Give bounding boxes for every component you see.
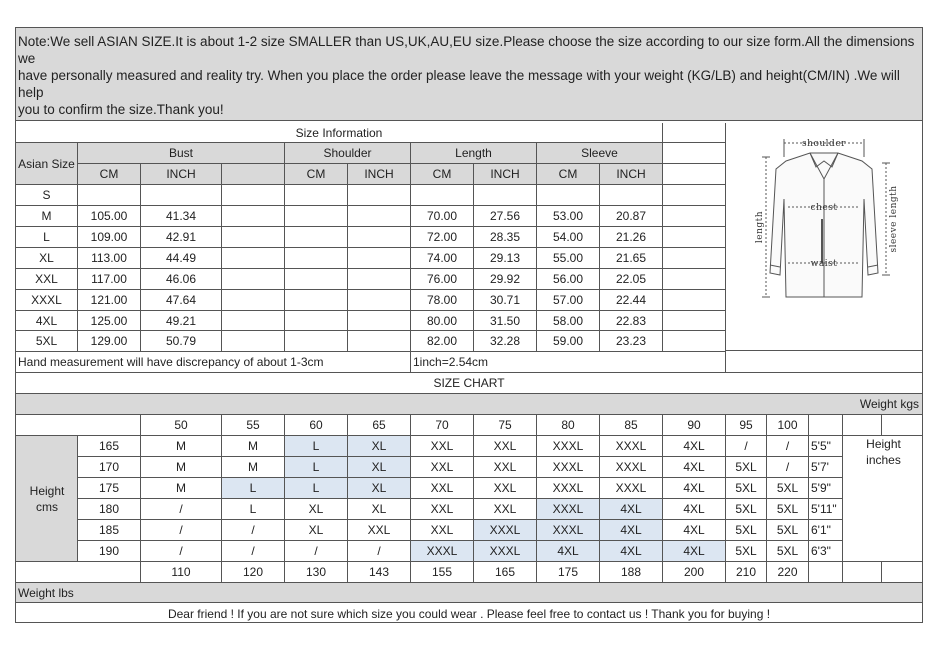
size-chart-cell: 5XL (767, 541, 809, 562)
size-chart-cell: XL (285, 520, 348, 541)
empty-cell (285, 290, 348, 311)
size-chart-cell: XL (348, 478, 411, 499)
size-chart-cell: L (285, 436, 348, 457)
size-label: M (16, 206, 78, 227)
height-inches-label-line-1: Height (866, 437, 901, 451)
group-header: Length (411, 143, 537, 164)
kg-value: 100 (767, 415, 809, 436)
size-value: 80.00 (411, 311, 474, 331)
empty-cell (16, 562, 141, 583)
size-info-title: Size Information (16, 123, 663, 143)
size-label: L (16, 227, 78, 248)
size-chart-cell: XXXL (537, 478, 600, 499)
size-value: 78.00 (411, 290, 474, 311)
size-value: 46.06 (141, 269, 222, 290)
size-chart-cell: / (222, 541, 285, 562)
size-value: 28.35 (474, 227, 537, 248)
size-chart-cell: XXL (474, 436, 537, 457)
size-chart-cell: XXL (411, 499, 474, 520)
unit-header: CM (411, 164, 474, 185)
empty-cell (663, 331, 726, 352)
height-inches-label-line-2: inches (866, 453, 901, 467)
empty-cell (809, 415, 843, 436)
lbs-value: 165 (474, 562, 537, 583)
measurement-footnote: Hand measurement will have discrepancy of about 1-3cm (16, 352, 411, 373)
size-sheet (15, 27, 923, 623)
size-value: 74.00 (411, 248, 474, 269)
size-chart-cell: XXXL (600, 478, 663, 499)
kg-value: 55 (222, 415, 285, 436)
empty-cell (843, 562, 882, 583)
empty-cell (285, 227, 348, 248)
lbs-value: 188 (600, 562, 663, 583)
empty-cell (726, 352, 922, 373)
kg-value: 80 (537, 415, 600, 436)
size-value: 70.00 (411, 206, 474, 227)
empty-cell (222, 331, 285, 352)
empty-cell (348, 311, 411, 331)
size-value: 27.56 (474, 206, 537, 227)
size-chart-cell: L (222, 499, 285, 520)
size-chart-cell: / (726, 436, 767, 457)
size-value (474, 185, 537, 206)
lbs-value: 220 (767, 562, 809, 583)
size-chart-cell: 4XL (663, 436, 726, 457)
size-value (600, 185, 663, 206)
size-value: 76.00 (411, 269, 474, 290)
lbs-value: 200 (663, 562, 726, 583)
empty-cell (663, 164, 726, 185)
unit-header: INCH (141, 164, 222, 185)
unit-header: INCH (474, 164, 537, 185)
height-inches-label (843, 436, 922, 562)
empty-cell (882, 562, 922, 583)
size-chart-cell: 5XL (726, 457, 767, 478)
empty-cell (348, 269, 411, 290)
size-value: 21.26 (600, 227, 663, 248)
size-chart-cell: L (285, 478, 348, 499)
lbs-value: 175 (537, 562, 600, 583)
size-value: 20.87 (600, 206, 663, 227)
height-inch-value: 5'9" (809, 478, 843, 499)
unit-header: INCH (600, 164, 663, 185)
size-value (141, 185, 222, 206)
size-chart-cell: XXL (474, 499, 537, 520)
size-value: 47.64 (141, 290, 222, 311)
size-chart-cell: 5XL (726, 499, 767, 520)
note-line-3: have personally measured and reality try. When you place the order please leave the message with your weight (KG/LB) and height(CM/IN) .We will (18, 68, 900, 83)
size-chart-cell: XXXL (537, 436, 600, 457)
size-value: 29.92 (474, 269, 537, 290)
empty-cell (222, 290, 285, 311)
size-chart-cell: / (348, 541, 411, 562)
kg-value: 85 (600, 415, 663, 436)
size-chart-cell: 4XL (663, 520, 726, 541)
size-value: 125.00 (78, 311, 141, 331)
lbs-value: 155 (411, 562, 474, 583)
empty-cell (663, 269, 726, 290)
size-value: 58.00 (537, 311, 600, 331)
size-chart-cell: XXL (411, 520, 474, 541)
unit-header: CM (285, 164, 348, 185)
size-label: 5XL (16, 331, 78, 352)
height-cm-value: 165 (78, 436, 141, 457)
weight-kgs-label: Weight kgs (16, 394, 922, 415)
size-value: 23.23 (600, 331, 663, 352)
size-value: 113.00 (78, 248, 141, 269)
height-inch-value: 6'1" (809, 520, 843, 541)
empty-cell (285, 269, 348, 290)
size-value: 21.65 (600, 248, 663, 269)
empty-cell (663, 206, 726, 227)
size-chart-cell: 4XL (663, 499, 726, 520)
lbs-value: 120 (222, 562, 285, 583)
note-line-4: help (18, 85, 44, 100)
size-chart-cell: XXXL (537, 520, 600, 541)
size-value: 29.13 (474, 248, 537, 269)
size-note (16, 28, 922, 121)
group-header: Shoulder (285, 143, 411, 164)
size-value: 109.00 (78, 227, 141, 248)
size-chart-cell: 4XL (663, 541, 726, 562)
empty-cell (663, 185, 726, 206)
size-value: 49.21 (141, 311, 222, 331)
size-chart-cell: M (141, 436, 222, 457)
empty-cell (222, 311, 285, 331)
size-chart-cell: L (222, 478, 285, 499)
kg-value: 70 (411, 415, 474, 436)
empty-cell (222, 248, 285, 269)
empty-cell (663, 311, 726, 331)
empty-cell (222, 164, 285, 185)
height-cm-value: 190 (78, 541, 141, 562)
size-value: 72.00 (411, 227, 474, 248)
group-header: Bust (78, 143, 285, 164)
size-chart-cell: XXL (348, 520, 411, 541)
size-chart-cell: XXL (411, 478, 474, 499)
size-chart-cell: 5XL (767, 499, 809, 520)
size-chart-cell: 4XL (537, 541, 600, 562)
size-chart-cell: / (767, 436, 809, 457)
size-chart-cell: M (222, 436, 285, 457)
size-value: 50.79 (141, 331, 222, 352)
shirt-illustration (726, 123, 922, 351)
size-value: 117.00 (78, 269, 141, 290)
empty-cell (285, 206, 348, 227)
empty-cell (285, 311, 348, 331)
size-value: 59.00 (537, 331, 600, 352)
size-chart-cell: XXXL (600, 457, 663, 478)
kg-value: 90 (663, 415, 726, 436)
lbs-value: 130 (285, 562, 348, 583)
size-value (411, 185, 474, 206)
size-value: 129.00 (78, 331, 141, 352)
empty-cell (285, 248, 348, 269)
size-chart-cell: XL (348, 499, 411, 520)
size-value: 32.28 (474, 331, 537, 352)
group-header: Sleeve (537, 143, 663, 164)
height-inch-value: 5'5" (809, 436, 843, 457)
height-cm-value: 170 (78, 457, 141, 478)
size-value: 41.34 (141, 206, 222, 227)
height-cms-label-line-2: cms (36, 500, 58, 514)
unit-header: INCH (348, 164, 411, 185)
size-chart-cell: 4XL (600, 541, 663, 562)
unit-header: CM (537, 164, 600, 185)
size-value: 22.05 (600, 269, 663, 290)
height-cms-label (16, 436, 78, 562)
kg-value: 75 (474, 415, 537, 436)
size-chart-cell: M (141, 457, 222, 478)
size-value: 53.00 (537, 206, 600, 227)
size-label: XXL (16, 269, 78, 290)
size-value: 30.71 (474, 290, 537, 311)
empty-cell (285, 185, 348, 206)
size-chart-cell: XXL (411, 436, 474, 457)
empty-cell (222, 227, 285, 248)
size-value: 31.50 (474, 311, 537, 331)
size-chart-cell: 4XL (663, 478, 726, 499)
size-value: 55.00 (537, 248, 600, 269)
size-chart-cell: M (222, 457, 285, 478)
size-chart-cell: 4XL (600, 499, 663, 520)
size-chart-cell: XL (285, 499, 348, 520)
empty-cell (348, 185, 411, 206)
empty-cell (663, 227, 726, 248)
empty-cell (348, 290, 411, 311)
contact-footer: Dear friend ! If you are not sure which size you could wear . Please feel free to contact us ! Thank you for buying ! (167, 606, 771, 621)
empty-cell (663, 123, 726, 143)
empty-cell (16, 415, 141, 436)
inch-conversion-note: 1inch=2.54cm (411, 352, 726, 373)
height-cm-value: 175 (78, 478, 141, 499)
size-chart-cell: XXXL (474, 520, 537, 541)
size-chart-cell: XXL (411, 457, 474, 478)
kg-value: 50 (141, 415, 222, 436)
note-line-2: we (18, 51, 36, 66)
size-label: XXXL (16, 290, 78, 311)
lbs-value: 210 (726, 562, 767, 583)
size-value: 56.00 (537, 269, 600, 290)
size-value: 44.49 (141, 248, 222, 269)
empty-cell (222, 185, 285, 206)
height-cm-value: 180 (78, 499, 141, 520)
size-chart-title: SIZE CHART (16, 373, 922, 394)
size-chart-cell: XXL (474, 457, 537, 478)
note-line-1: Note:We sell ASIAN SIZE.It is about 1-2 size SMALLER than US,UK,AU,EU size.Please choose the size according to our size form.All the dimensions (18, 34, 915, 49)
empty-cell (809, 562, 843, 583)
size-label: S (16, 185, 78, 206)
size-value: 42.91 (141, 227, 222, 248)
height-inch-value: 5'7' (809, 457, 843, 478)
size-value (78, 185, 141, 206)
waist-label: waist (810, 259, 838, 269)
height-inch-value: 5'11" (809, 499, 843, 520)
empty-cell (843, 415, 882, 436)
sleeve-length-label: sleeve length (889, 185, 899, 253)
size-chart-cell: / (767, 457, 809, 478)
note-line-5: you to confirm the size.Thank you! (18, 102, 224, 117)
size-value (537, 185, 600, 206)
empty-cell (285, 331, 348, 352)
size-chart-cell: 5XL (726, 520, 767, 541)
size-chart-cell: 4XL (600, 520, 663, 541)
kg-value: 65 (348, 415, 411, 436)
size-label: 4XL (16, 311, 78, 331)
size-value: 57.00 (537, 290, 600, 311)
lbs-value: 143 (348, 562, 411, 583)
asian-size-header: Asian Size (16, 143, 78, 185)
size-label: XL (16, 248, 78, 269)
size-chart-cell: XXXL (600, 436, 663, 457)
size-chart-cell: XL (348, 457, 411, 478)
empty-cell (882, 415, 922, 436)
size-chart-cell: XXL (474, 478, 537, 499)
empty-cell (348, 227, 411, 248)
size-chart-cell: L (285, 457, 348, 478)
length-label: length (755, 210, 765, 244)
size-value: 22.83 (600, 311, 663, 331)
size-value: 82.00 (411, 331, 474, 352)
size-chart-cell: XL (348, 436, 411, 457)
size-value: 121.00 (78, 290, 141, 311)
shoulder-label: shoulder (802, 139, 846, 149)
lbs-value: 110 (141, 562, 222, 583)
size-chart-cell: / (141, 499, 222, 520)
empty-cell (663, 248, 726, 269)
empty-cell (348, 248, 411, 269)
size-chart-cell: / (285, 541, 348, 562)
size-chart-cell: 5XL (726, 541, 767, 562)
size-chart-cell: XXXL (474, 541, 537, 562)
size-chart-cell: 5XL (726, 478, 767, 499)
size-chart-cell: / (222, 520, 285, 541)
size-chart-cell: XXXL (537, 457, 600, 478)
empty-cell (663, 143, 726, 164)
size-chart-cell: 5XL (767, 520, 809, 541)
height-cm-value: 185 (78, 520, 141, 541)
size-chart-cell: 4XL (663, 457, 726, 478)
size-chart-cell: 5XL (767, 478, 809, 499)
unit-header: CM (78, 164, 141, 185)
empty-cell (348, 206, 411, 227)
size-value: 105.00 (78, 206, 141, 227)
height-inch-value: 6'3" (809, 541, 843, 562)
shirt-diagram (726, 123, 922, 351)
size-chart-cell: / (141, 541, 222, 562)
kg-value: 95 (726, 415, 767, 436)
weight-lbs-label: Weight lbs (16, 583, 922, 603)
size-value: 54.00 (537, 227, 600, 248)
empty-cell (222, 206, 285, 227)
empty-cell (348, 331, 411, 352)
chest-label: chest (810, 203, 838, 213)
size-value: 22.44 (600, 290, 663, 311)
size-chart-cell: / (141, 520, 222, 541)
height-cms-label-line-1: Height (29, 484, 65, 498)
size-chart-cell: XXXL (411, 541, 474, 562)
size-chart-cell: M (141, 478, 222, 499)
empty-cell (663, 290, 726, 311)
size-chart-cell: XXXL (537, 499, 600, 520)
empty-cell (222, 269, 285, 290)
kg-value: 60 (285, 415, 348, 436)
